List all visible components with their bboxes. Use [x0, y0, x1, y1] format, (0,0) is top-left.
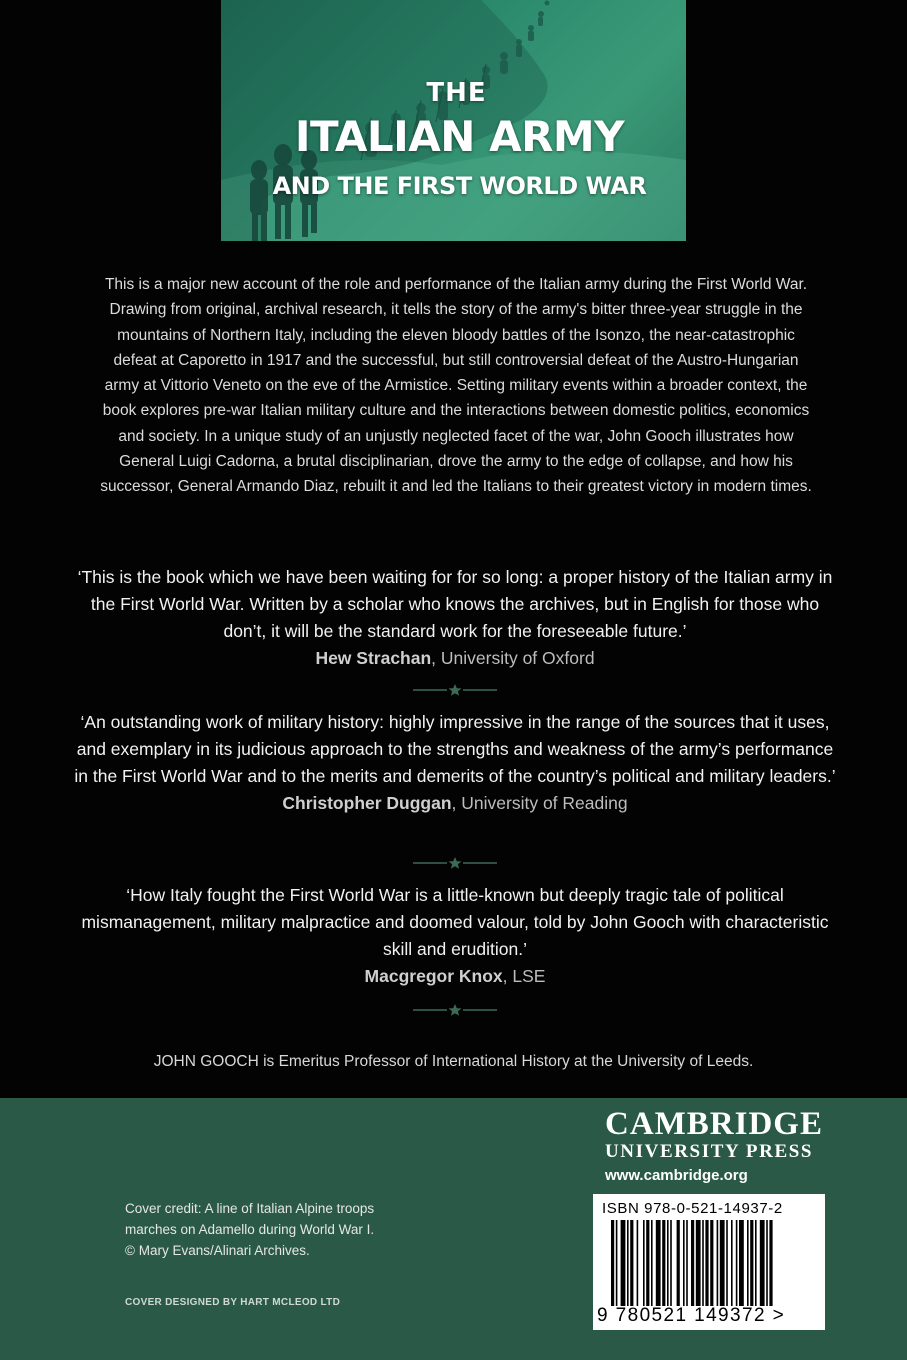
star-divider-icon: [413, 1003, 497, 1017]
publisher-name: CAMBRIDGE: [604, 1106, 823, 1142]
review-quote: [70, 882, 840, 990]
publisher-url[interactable]: www.cambridge.org: [604, 1167, 748, 1184]
reviewer-affiliation: , University of Reading: [451, 793, 628, 813]
reviewer-affiliation: , University of Oxford: [431, 648, 595, 668]
cover-credit-line: © Mary Evans/Alinari Archives.: [125, 1243, 310, 1258]
quote-text: ‘How Italy fought the First World War is a little-known but deeply tragic tale of political mismanagement, military malpractice and doomed valour, told by John Gooch with characteristic skill and erudition.’: [81, 885, 829, 959]
publisher-subtitle: UNIVERSITY PRESS: [604, 1141, 814, 1162]
cover-banner: [221, 0, 686, 241]
reviewer-affiliation: , LSE: [502, 966, 546, 986]
review-quote: [70, 564, 840, 672]
review-quote: [70, 709, 840, 817]
quote-attribution: [70, 645, 840, 672]
cover-credit-line: marches on Adamello during World War I.: [125, 1222, 375, 1237]
cover-credit-line: Cover credit: A line of Italian Alpine troops: [125, 1201, 375, 1216]
star-divider-icon: [413, 856, 497, 870]
quote-text: ‘An outstanding work of military history: highly impressive in the range of the sources that it uses, and exemplary in its judicious approach to the strengths and weakness of the army’s performance in the First World War and to the merits and demerits of the country’s political and military leaders.’: [74, 712, 836, 786]
cover-designer: COVER DESIGNED BY HART MCLEOD LTD: [125, 1297, 341, 1308]
isbn-label: ISBN 978-0-521-14937-2: [602, 1200, 783, 1217]
cover-credit: [125, 1198, 425, 1261]
reviewer-name: Hew Strachan: [315, 648, 432, 668]
book-title-line2: ITALIAN ARMY: [294, 112, 625, 161]
author-bio: JOHN GOOCH is Emeritus Professor of International History at the University of Leeds.: [153, 1053, 754, 1070]
reviewer-name: Macgregor Knox: [364, 966, 503, 986]
quote-attribution: [70, 963, 840, 990]
quote-attribution: [70, 790, 840, 817]
quote-text: ‘This is the book which we have been waiting for for so long: a proper history of the Italian army in the First World War. Written by a scholar who knows the archives, but in English for those who don’t, it will be the standard work for the foreseeable future.’: [77, 567, 833, 641]
reviewer-name: Christopher Duggan: [282, 793, 452, 813]
book-title-line1: THE: [426, 78, 487, 108]
isbn-barcode: [593, 1194, 825, 1330]
star-divider-icon: [413, 683, 497, 697]
book-description: This is a major new account of the role and performance of the Italian army during the First World War. Drawing from original, archival research, it tells the story of the army's bitter three-year struggle in the mountains of Northern Italy, including the eleven bloody battles of the Isonzo, the near-catastrophic defeat at Caporetto in 1917 and the successful, but still controversial defeat of the Austro-Hungarian army at Vittorio Veneto on the eve of the Armistice. Setting military events within a broader context, the book explores pre-war Italian military culture and the interactions between domestic politics, economics and society. In a unique study of an unjustly neglected facet of the war, John Gooch illustrates how General Luigi Cadorna, a brutal disciplinarian, drove the army to the edge of collapse, and how his successor, General Armando Diaz, rebuilt it and led the Italians to their greatest victory in modern times.: [100, 276, 812, 496]
isbn-digits: 9 780521 149372 >: [597, 1305, 786, 1326]
book-title-line3: AND THE FIRST WORLD WAR: [272, 172, 647, 200]
publisher-logo: [605, 1107, 823, 1184]
